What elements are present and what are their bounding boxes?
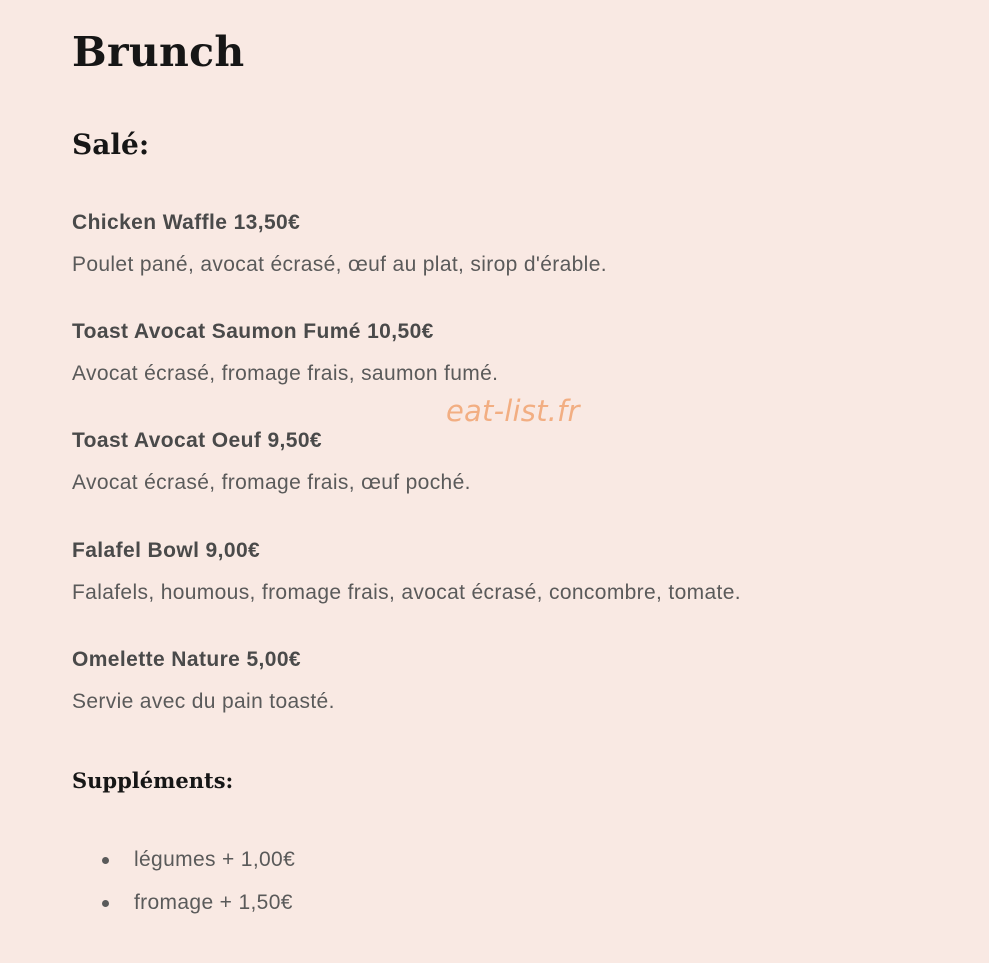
menu-item-description: Avocat écrasé, fromage frais, saumon fumé. [72,362,499,385]
menu-item-description: Avocat écrasé, fromage frais, œuf poché. [72,471,471,494]
menu-item-description: Poulet pané, avocat écrasé, œuf au plat, sirop d'érable. [72,253,607,276]
menu-item-name: Toast Avocat Oeuf 9,50€ [72,429,323,452]
page-title: Brunch [72,28,245,76]
menu-item-name: Falafel Bowl 9,00€ [72,539,261,562]
menu-item-name: Omelette Nature 5,00€ [72,648,302,671]
menu-item-name: Chicken Waffle 13,50€ [72,211,301,234]
supplements-heading: Suppléments: [72,768,234,793]
menu-item [72,430,471,493]
bullet-icon [102,857,109,864]
supplement-text: légumes + 1,00€ [134,848,296,871]
bullet-icon [102,900,109,907]
menu-item-description: Falafels, houmous, fromage frais, avocat écrasé, concombre, tomate. [72,581,741,604]
menu-item [72,649,335,712]
menu-item [72,212,607,275]
section-heading-sale: Salé: [72,128,150,161]
menu-item-name: Toast Avocat Saumon Fumé 10,50€ [72,320,434,343]
menu-item-description: Servie avec du pain toasté. [72,690,335,713]
supplement-text: fromage + 1,50€ [134,891,293,914]
watermark: eat-list.fr [446,394,580,428]
menu-item [72,321,498,384]
menu-item [72,540,741,603]
